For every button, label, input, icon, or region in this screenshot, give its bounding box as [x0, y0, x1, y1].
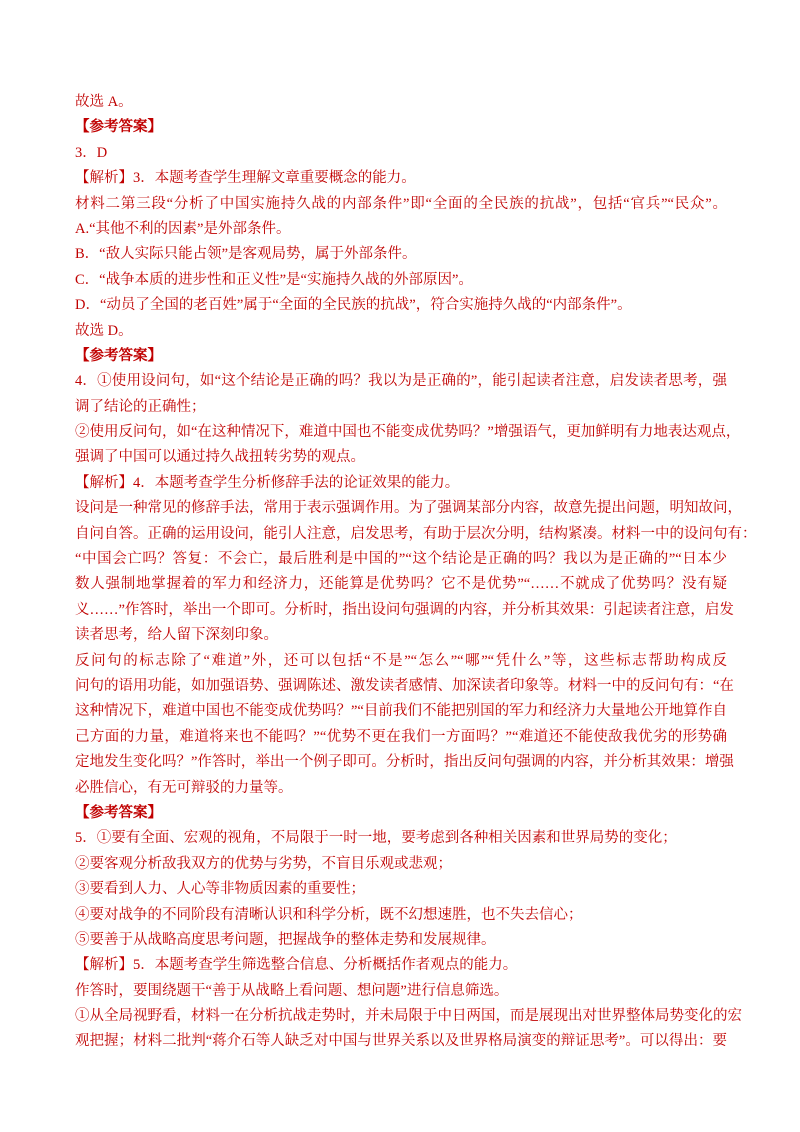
answer-line: ②要客观分析敌我双方的优势与劣势，不盲目乐观或悲观； — [75, 855, 452, 872]
analysis-line: 作答时，要围绕题干“善于从战略上看问题、想问题”进行信息筛选。 — [75, 982, 509, 999]
analysis-line: 定地发生变化吗？”作答时，举出一个例子即可。分析时，指出反问句强调的内容，并分析其效果：增强 — [75, 754, 734, 771]
answer-line: 调了结论的正确性； — [75, 398, 206, 415]
analysis-line: 义……”作答时，举出一个即可。分析时，指出设问句强调的内容，并分析其效果：引起读者注意，启发 — [75, 601, 734, 618]
section-heading-q3: 【参考答案】 — [75, 119, 162, 136]
analysis-line: 自问自答。正确的运用设问，能引人注意，启发思考，有助于层次分明，结构紧凑。材料一中的设问句有： — [75, 525, 757, 542]
answer-line: ②使用反问句，如“在这种情况下，难道中国也不能变成优势吗？”增强语气，更加鲜明有力地表达观点， — [75, 424, 741, 441]
conclusion-line: 故选 A。 — [75, 94, 133, 110]
analysis-line: 设问是一种常见的修辞手法，常用于表示强调作用。为了强调某部分内容，故意先提出问题，明知故问， — [75, 500, 742, 517]
analysis-line: 材料二第三段“分析了中国实施持久战的内部条件”即“全面的全民族的抗战”，包括“官兵”“民众”。 — [75, 195, 727, 212]
analysis-line: 问句的语用功能，如加强语势、强调陈述、激发读者感情、加深读者印象等。材料一中的反问句有：“在 — [75, 677, 734, 694]
analysis-line: 数人强制地掌握着的军力和经济力，还能算是优势吗？它不是优势”“……不就成了优势吗？没有疑 — [75, 576, 727, 593]
option-d-analysis: D．“动员了全国的老百姓”属于“全面的全民族的抗战”，符合实施持久战的“内部条件”。 — [75, 297, 632, 314]
analysis-line: 这种情况下，难道中国也不能变成优势吗？”“目前我们不能把别国的军力和经济力大量地公开地算作自 — [75, 703, 727, 720]
option-b-analysis: B．“敌人实际只能占领”是客观局势，属于外部条件。 — [75, 246, 417, 263]
answer-content — [75, 90, 757, 1055]
section-heading-q4: 【参考答案】 — [75, 347, 162, 364]
analysis-line: 必胜信心，有无可辩驳的力量等。 — [75, 779, 293, 796]
answer-line: 5．①要有全面、宏观的视角，不局限于一时一地，要考虑到各种相关因素和世界局势的变化； — [75, 830, 677, 847]
option-c-analysis: C．“战争本质的进步性和正义性”是“实施持久战的外部原因”。 — [75, 271, 473, 288]
analysis-line: 读者思考，给人留下深刻印象。 — [75, 627, 278, 644]
section-heading-q5: 【参考答案】 — [75, 804, 162, 821]
analysis-line: 观把握；材料二批判“蒋介石等人缺乏对中国与世界关系以及世界格局演变的辩证思考”。可以得出：要 — [75, 1033, 727, 1050]
answer-line: ③要看到人力、人心等非物质因素的重要性； — [75, 881, 365, 898]
analysis-title-q4: 【解析】4．本题考查学生分析修辞手法的论证效果的能力。 — [75, 474, 460, 491]
answer-line: 4．①使用设问句，如“这个结论是正确的吗？我以为是正确的”，能引起读者注意，启发读者思考，强 — [75, 373, 727, 390]
conclusion-line: 故选 D。 — [75, 322, 133, 339]
analysis-line: 己方面的力量，难道将来也不能吗？”“优势不更在我们一方面吗？”“难道还不能使敌我优劣的形势确 — [75, 728, 727, 745]
option-a-analysis: A.“其他不利的因素”是外部条件。 — [75, 220, 291, 237]
answer-line: ④要对战争的不同阶段有清晰认识和科学分析，既不幻想速胜，也不失去信心； — [75, 906, 583, 923]
analysis-line: ①从全局视野看，材料一在分析抗战走势时，并未局限于中日两国，而是展现出对世界整体局势变化的宏 — [75, 1008, 742, 1025]
analysis-title-q5: 【解析】5．本题考查学生筛选整合信息、分析概括作者观点的能力。 — [75, 957, 518, 974]
analysis-line: “中国会亡吗？答复：不会亡，最后胜利是中国的”“这个结论是正确的吗？我以为是正确的”“日本少 — [75, 551, 727, 568]
analysis-title-q3: 【解析】3．本题考查学生理解文章重要概念的能力。 — [75, 170, 416, 187]
answer-line: ⑤要善于从战略高度思考问题，把握战争的整体走势和发展规律。 — [75, 931, 496, 948]
analysis-line: 反问句的标志除了“难道”外，还可以包括“不是”“怎么”“哪”“凭什么”等，这些标志帮助构成反 — [75, 652, 727, 669]
answer-line: 强调了中国可以通过持久战扭转劣势的观点。 — [75, 449, 365, 466]
answer-line-q3: 3．D — [75, 144, 108, 161]
